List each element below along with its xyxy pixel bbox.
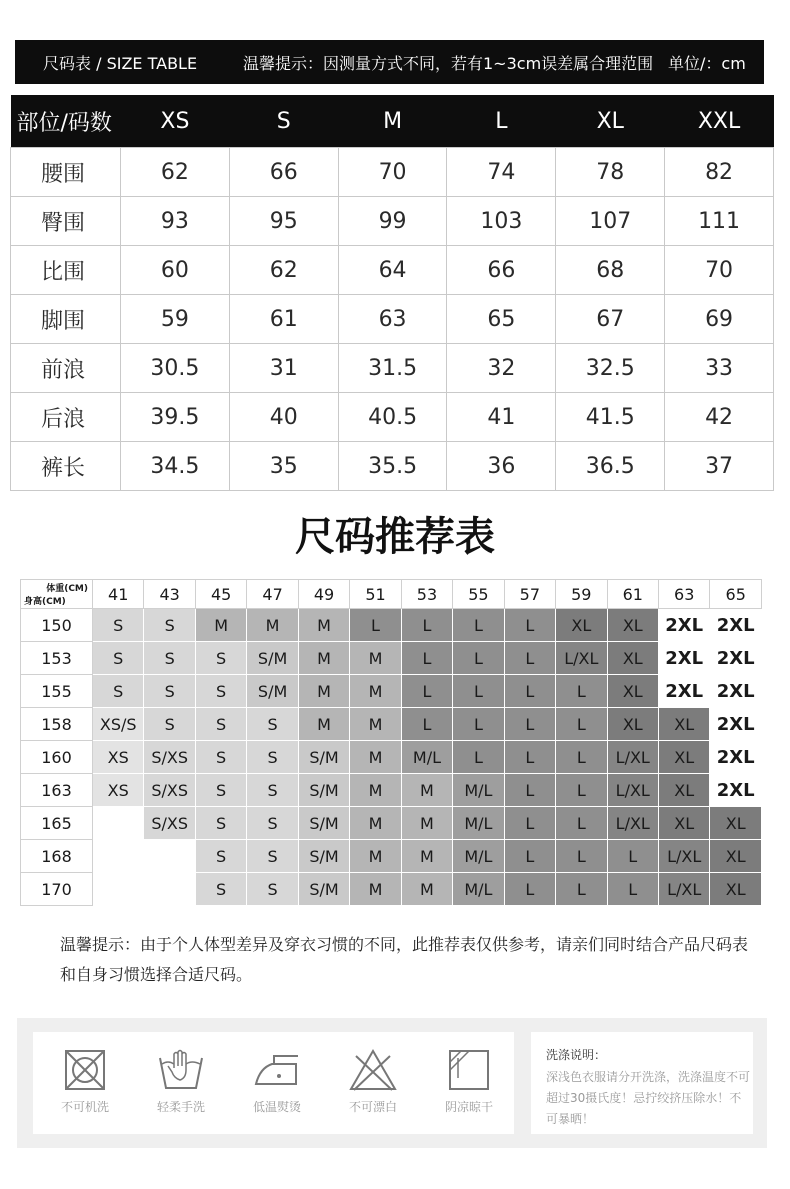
table-row [11,344,774,393]
weight-header: 55 [453,580,504,609]
size-cell [93,873,144,906]
header-size-3: M [338,95,447,148]
table-row [21,807,762,840]
care-item-no-machine-wash [55,1048,115,1115]
table-row [11,295,774,344]
row-label: 后浪 [11,393,121,442]
table-cell: 63 [338,295,447,344]
table-cell: 40.5 [338,393,447,442]
table-cell: 99 [338,197,447,246]
table-cell: 36 [447,442,556,491]
table-cell: 32.5 [556,344,665,393]
size-cell: 2XL [710,675,762,708]
table-cell: 70 [338,148,447,197]
size-cell: S/M [298,807,349,840]
table-cell: 62 [121,148,230,197]
size-cell: M [350,741,401,774]
table-row [21,873,762,906]
wash-title: 洗涤说明： [546,1048,607,1062]
table-row [21,708,762,741]
size-cell: M [350,708,401,741]
header-size-5: XL [556,95,665,148]
table-cell: 74 [447,148,556,197]
table-row [11,393,774,442]
table-cell: 78 [556,148,665,197]
table-row [11,442,774,491]
size-cell: S [247,873,298,906]
size-cell: XS [93,741,144,774]
size-cell [144,873,195,906]
size-cell: M [298,642,349,675]
unit-label: 单位/：cm [668,53,746,73]
size-cell: XL [556,609,607,642]
care-item-hand-wash [151,1048,211,1115]
height-header: 158 [21,708,93,741]
size-cell: XL [658,774,709,807]
size-cell: XL [607,708,658,741]
measurement-notice: 温馨提示：因测量方式不同，若有1~3cm误差属合理范围 [243,53,654,73]
table-cell: 39.5 [121,393,230,442]
table-row [21,741,762,774]
wash-instructions [531,1032,753,1134]
care-label: 轻柔手洗 [156,1100,205,1114]
table-cell: 69 [665,295,774,344]
table-row [11,148,774,197]
size-cell: S [195,708,246,741]
size-cell: L [504,642,555,675]
size-cell [93,840,144,873]
height-header: 168 [21,840,93,873]
row-label: 臀围 [11,197,121,246]
size-cell: M [350,807,401,840]
size-cell: 2XL [710,642,762,675]
size-cell: XL [607,642,658,675]
header-size-1: XS [121,95,230,148]
size-cell: S/XS [144,741,195,774]
weight-header: 59 [556,580,607,609]
table-cell: 67 [556,295,665,344]
size-cell: M [195,609,246,642]
low-temp-iron-icon [252,1048,302,1092]
size-cell: L/XL [607,741,658,774]
size-cell: M/L [453,807,504,840]
size-cell: L/XL [658,840,709,873]
care-label: 阴凉晾干 [444,1100,493,1114]
size-cell: L [556,873,607,906]
size-cell: M [401,807,452,840]
size-cell: S [195,642,246,675]
table-row [21,840,762,873]
size-cell: S [144,642,195,675]
header-size-2: S [229,95,338,148]
size-cell: 2XL [658,642,709,675]
height-header: 170 [21,873,93,906]
table-row [21,675,762,708]
care-label: 低温熨烫 [252,1100,301,1114]
size-cell: L [401,609,452,642]
size-cell: S [247,807,298,840]
size-cell: L [504,675,555,708]
table-cell: 82 [665,148,774,197]
size-cell: L [401,642,452,675]
table-cell: 66 [447,246,556,295]
size-cell: L [504,708,555,741]
size-cell: XL [710,873,762,906]
table-cell: 60 [121,246,230,295]
weight-header: 53 [401,580,452,609]
height-header: 150 [21,609,93,642]
weight-header: 51 [350,580,401,609]
size-cell: M/L [453,774,504,807]
size-cell: M [298,609,349,642]
table-cell: 59 [121,295,230,344]
table-cell: 65 [447,295,556,344]
size-cell: L [504,741,555,774]
table-row [11,197,774,246]
table-cell: 103 [447,197,556,246]
size-cell: S/M [247,675,298,708]
wash-body: 深浅色衣服请分开洗涤，洗涤温度不可超过30摄氏度！忌拧绞挤压除水！不可暴晒！ [546,1070,751,1126]
size-cell: S [247,774,298,807]
table-cell: 95 [229,197,338,246]
size-cell: L [504,807,555,840]
size-cell: M [350,873,401,906]
size-cell: M [247,609,298,642]
table-cell: 107 [556,197,665,246]
size-cell: S/M [247,642,298,675]
size-cell: M [350,642,401,675]
table-cell: 37 [665,442,774,491]
size-cell: L [556,708,607,741]
size-cell: L [453,609,504,642]
row-label: 比围 [11,246,121,295]
corner-cell [21,580,93,609]
size-cell: S [144,675,195,708]
size-cell: M [350,774,401,807]
size-cell: 2XL [658,675,709,708]
size-cell: S [195,774,246,807]
size-table [10,95,774,491]
table-cell: 93 [121,197,230,246]
recommend-tip: 温馨提示：由于个人体型差异及穿衣习惯的不同，此推荐表仅供参考，请亲们同时结合产品尺码表和自身习惯选择合适尺码。 [60,935,749,984]
table-cell: 40 [229,393,338,442]
size-cell: M/L [453,840,504,873]
size-cell: L [504,609,555,642]
table-row [21,642,762,675]
table-row [21,774,762,807]
weight-header: 61 [607,580,658,609]
recommend-title: 尺码推荐表 [295,514,495,560]
size-cell: XL [710,840,762,873]
size-cell: L [607,873,658,906]
size-cell: XS [93,774,144,807]
size-cell: XL [607,675,658,708]
height-axis-label: 身高(CM) [24,597,66,607]
hand-wash-icon [156,1048,206,1092]
weight-header: 43 [144,580,195,609]
weight-header: 47 [247,580,298,609]
table-cell: 32 [447,344,556,393]
size-cell: L [453,708,504,741]
row-label: 前浪 [11,344,121,393]
size-cell: L [556,741,607,774]
size-cell: L [453,642,504,675]
recommend-header-row [21,580,762,609]
size-cell: M [401,840,452,873]
size-cell: S/M [298,774,349,807]
care-label: 不可机洗 [60,1100,109,1114]
care-icons-box [33,1032,514,1134]
size-cell: L [504,774,555,807]
size-cell: XL [658,741,709,774]
size-cell: S [195,675,246,708]
size-cell: L [556,807,607,840]
table-cell: 61 [229,295,338,344]
care-item-low-temp-iron [247,1048,307,1115]
size-cell: L [556,774,607,807]
size-cell: S [195,840,246,873]
size-cell: L [504,840,555,873]
no-machine-wash-icon [62,1048,108,1092]
weight-header: 65 [710,580,762,609]
size-cell: L/XL [658,873,709,906]
size-cell: S [93,675,144,708]
care-item-no-bleach [343,1048,403,1115]
size-cell: XL [710,807,762,840]
table-row [21,609,762,642]
size-cell: L [607,840,658,873]
table-cell: 31.5 [338,344,447,393]
size-cell: M [401,873,452,906]
size-cell: L/XL [607,774,658,807]
size-cell: S/M [298,741,349,774]
size-cell: 2XL [658,609,709,642]
header-size-6: XXL [665,95,774,148]
table-cell: 35.5 [338,442,447,491]
size-cell: S/XS [144,774,195,807]
table-cell: 111 [665,197,774,246]
size-cell: S [195,741,246,774]
table-cell: 42 [665,393,774,442]
size-cell: S [247,741,298,774]
table-cell: 41.5 [556,393,665,442]
size-cell: M [298,708,349,741]
size-cell: L [401,675,452,708]
height-header: 155 [21,675,93,708]
size-cell: S/XS [144,807,195,840]
size-cell [93,807,144,840]
header-part-size: 部位/码数 [11,95,121,148]
table-cell: 31 [229,344,338,393]
size-cell: 2XL [710,708,762,741]
size-cell: 2XL [710,774,762,807]
weight-header: 57 [504,580,555,609]
size-cell: L [453,675,504,708]
header-size-4: L [447,95,556,148]
size-cell: XL [658,708,709,741]
size-cell: L [453,741,504,774]
size-cell: S [93,642,144,675]
weight-header: 49 [298,580,349,609]
care-label: 不可漂白 [348,1100,397,1114]
table-cell: 41 [447,393,556,442]
size-cell: M/L [453,873,504,906]
weight-axis-label: 体重(CM) [46,584,88,594]
size-cell: S/M [298,873,349,906]
size-cell: XL [607,609,658,642]
size-cell: S [144,609,195,642]
shade-dry-icon [446,1048,492,1092]
size-cell: L/XL [556,642,607,675]
table-cell: 66 [229,148,338,197]
care-panel [17,1018,767,1148]
size-cell: S [247,708,298,741]
height-header: 160 [21,741,93,774]
table-cell: 35 [229,442,338,491]
height-header: 153 [21,642,93,675]
size-cell: L [350,609,401,642]
row-label: 裤长 [11,442,121,491]
table-cell: 68 [556,246,665,295]
table-cell: 33 [665,344,774,393]
table-cell: 70 [665,246,774,295]
size-cell: S [144,708,195,741]
table-cell: 62 [229,246,338,295]
row-label: 脚围 [11,295,121,344]
size-cell [144,840,195,873]
size-cell: L/XL [607,807,658,840]
size-cell: M [298,675,349,708]
size-cell: S [93,609,144,642]
size-cell: S [247,840,298,873]
table-cell: 36.5 [556,442,665,491]
size-cell: 2XL [710,609,762,642]
size-table-title: 尺码表 / SIZE TABLE [43,53,198,73]
size-cell: XL [658,807,709,840]
size-cell: L [401,708,452,741]
size-cell: M [350,675,401,708]
size-cell: M/L [401,741,452,774]
weight-header: 41 [93,580,144,609]
size-cell: M [350,840,401,873]
size-cell: S/M [298,840,349,873]
weight-header: 63 [658,580,709,609]
size-cell: L [556,840,607,873]
table-row [11,246,774,295]
size-cell: 2XL [710,741,762,774]
header-bar [15,40,764,84]
height-header: 165 [21,807,93,840]
recommend-table [20,579,762,906]
size-cell: M [401,774,452,807]
size-cell: S [195,807,246,840]
care-item-shade-dry [439,1048,499,1115]
size-cell: L [556,675,607,708]
no-bleach-icon [348,1048,398,1092]
height-header: 163 [21,774,93,807]
size-cell: XS/S [93,708,144,741]
row-label: 腰围 [11,148,121,197]
table-cell: 30.5 [121,344,230,393]
size-table-header [11,95,774,148]
size-cell: S [195,873,246,906]
table-cell: 64 [338,246,447,295]
size-cell: L [504,873,555,906]
table-cell: 34.5 [121,442,230,491]
weight-header: 45 [195,580,246,609]
